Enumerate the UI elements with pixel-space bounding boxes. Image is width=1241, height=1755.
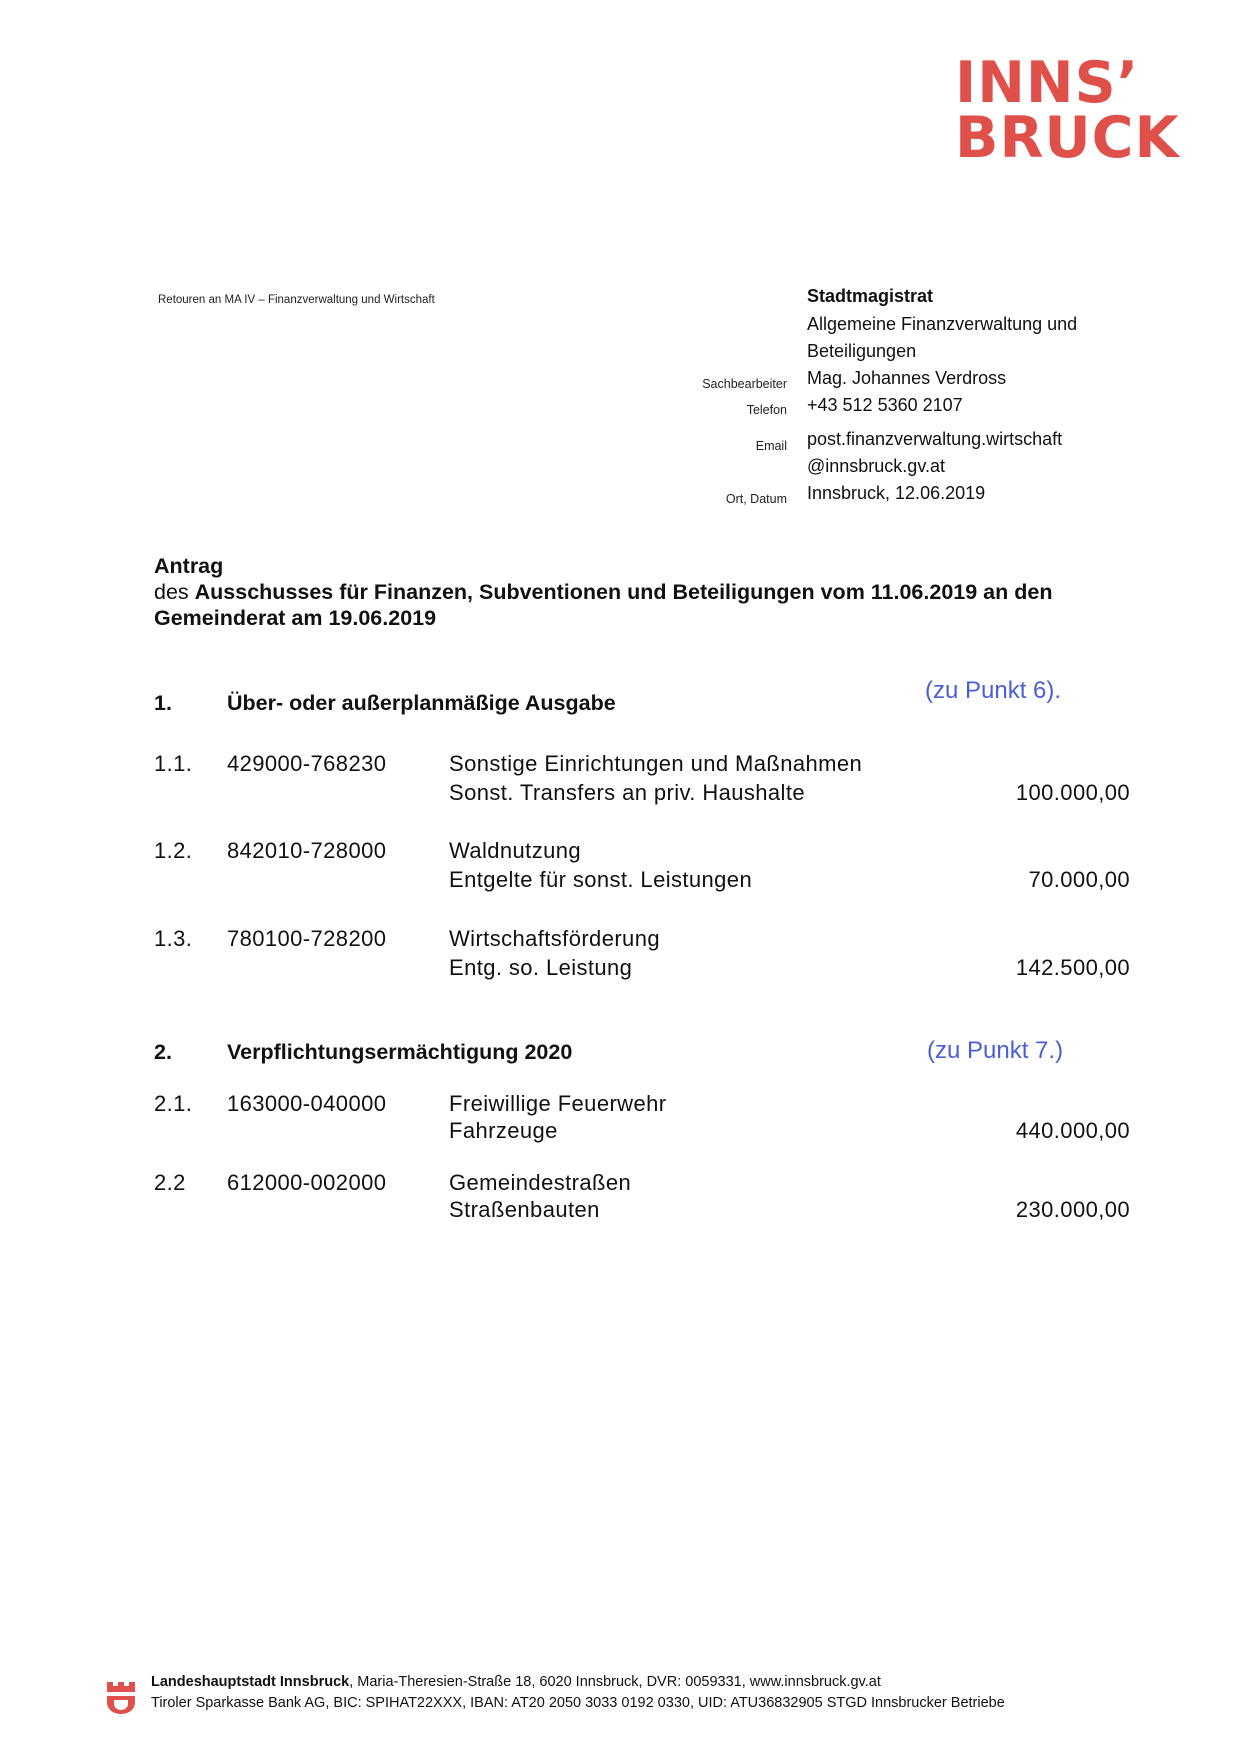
innsbruck-logo: [955, 50, 1195, 171]
logo-line-2: BRUCK: [955, 105, 1180, 171]
footer-line-2: Tiroler Sparkasse Bank AG, BIC: SPIHAT22XXX, IBAN: AT20 2050 3033 0192 0330, UID: ATU36832905 STGD Innsbrucker Betriebe: [151, 1695, 1005, 1711]
subject-title: Antrag: [154, 554, 224, 578]
row-amount: 440.000,00: [1015, 1118, 1130, 1143]
subject-line-2: des Ausschusses für Finanzen, Subventionen und Beteiligungen vom 11.06.2019 an den: [154, 580, 1053, 604]
row-number: 2.1.: [154, 1091, 193, 1116]
footer-line-1: Landeshauptstadt Innsbruck, Maria-Theresien-Straße 18, 6020 Innsbruck, DVR: 0059331, www.innsbruck.gv.at: [151, 1674, 881, 1690]
sender-department-line1: Allgemeine Finanzverwaltung und: [807, 314, 1078, 334]
row-number: 1.3.: [154, 926, 193, 951]
row-description-1: Sonstige Einrichtungen und Maßnahmen: [449, 751, 863, 776]
row-description-2: Entg. so. Leistung: [449, 955, 633, 980]
section-number: 2.: [154, 1040, 172, 1064]
row-amount: 230.000,00: [1015, 1197, 1130, 1222]
section-note: (zu Punkt 6).: [925, 677, 1062, 704]
email-line-1: post.finanzverwaltung.wirtschaft: [807, 429, 1063, 449]
clerk-label: Sachbearbeiter: [702, 377, 787, 391]
row-description-1: Wirtschaftsförderung: [449, 926, 660, 951]
email-line-2: @innsbruck.gv.at: [807, 456, 945, 476]
section-number: 1.: [154, 691, 172, 715]
row-description-2: Fahrzeuge: [449, 1118, 558, 1143]
section-title: Verpflichtungsermächtigung 2020: [227, 1040, 573, 1064]
row-number: 2.2: [154, 1170, 186, 1195]
row-description-1: Waldnutzung: [449, 838, 581, 863]
phone-number: +43 512 5360 2107: [807, 395, 963, 415]
row-description-2: Entgelte für sonst. Leistungen: [449, 867, 753, 892]
row-account-code: 842010-728000: [227, 838, 387, 863]
city-crest-icon: [106, 1680, 136, 1716]
row-description-2: Sonst. Transfers an priv. Haushalte: [449, 780, 805, 805]
section-title: Über- oder außerplanmäßige Ausgabe: [227, 691, 616, 715]
row-number: 1.1.: [154, 751, 193, 776]
place-date-label: Ort, Datum: [725, 492, 787, 506]
phone-label: Telefon: [746, 403, 787, 417]
email-label: Email: [755, 439, 787, 453]
row-description-1: Gemeindestraßen: [449, 1170, 632, 1195]
row-amount: 142.500,00: [1015, 955, 1130, 980]
row-account-code: 163000-040000: [227, 1091, 387, 1116]
logo-line-1: INNS’: [955, 50, 1140, 116]
row-account-code: 429000-768230: [227, 751, 387, 776]
clerk-name: Mag. Johannes Verdross: [807, 368, 1007, 388]
row-description-2: Straßenbauten: [449, 1197, 600, 1222]
row-amount: 70.000,00: [1028, 867, 1130, 892]
sender-office: Stadtmagistrat: [807, 286, 934, 306]
row-account-code: 612000-002000: [227, 1170, 387, 1195]
row-description-1: Freiwillige Feuerwehr: [449, 1091, 667, 1116]
row-account-code: 780100-728200: [227, 926, 387, 951]
place-date: Innsbruck, 12.06.2019: [807, 483, 986, 503]
subject-block: [154, 553, 1144, 631]
row-number: 1.2.: [154, 838, 193, 863]
subject-line-3: Gemeinderat am 19.06.2019: [154, 606, 437, 630]
section-note: (zu Punkt 7.): [927, 1037, 1064, 1064]
sender-department-line2: Beteiligungen: [807, 341, 917, 361]
row-amount: 100.000,00: [1015, 780, 1130, 805]
return-address: Retouren an MA IV – Finanzverwaltung und Wirtschaft: [158, 294, 435, 306]
